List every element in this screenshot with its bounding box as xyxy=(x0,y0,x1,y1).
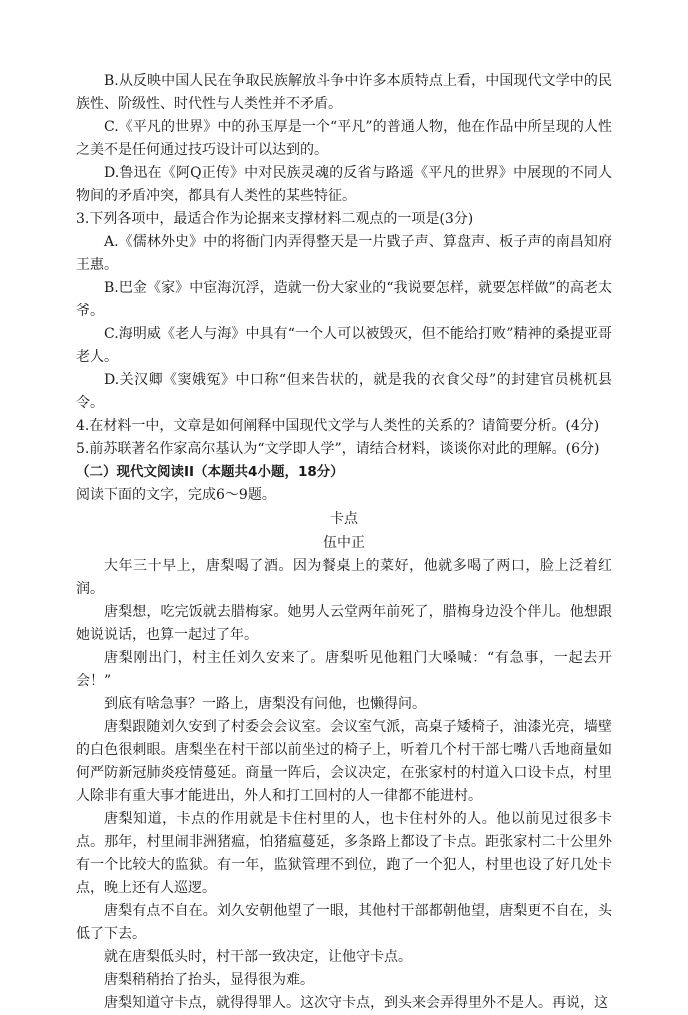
question-3: 3.下列各项中，最适合作为论据来支撑材料二观点的一项是(3分) xyxy=(76,211,474,227)
story-author: 伍中正 xyxy=(323,535,365,551)
question-3-option-a: A.《儒林外史》中的将衙门内弄得整天是一片戥子声、算盘声、板子声的南昌知府王惠。 xyxy=(76,234,612,273)
story-paragraph: 到底有啥急事？一路上，唐梨没有问他，也懒得问。 xyxy=(104,696,426,712)
story-paragraph: 唐梨刚出门，村主任刘久安来了。唐梨听见他粗门大嗓喊：“有急事，一起去开会！” xyxy=(76,650,612,689)
question-3-option-b: B.巴金《家》中宦海沉浮，造就一份大家业的“我说要怎样，就要怎样做”的高老太爷。 xyxy=(76,280,612,319)
story-paragraph: 唐梨知道守卡点，就得得罪人。这次守卡点，到头来会弄得里外不是人。再说，这 xyxy=(104,995,608,1011)
option-b: B.从反映中国人民在争取民族解放斗争中许多本质特点上看，中国现代文学中的民族性、阶级性、时代性与人类性并不矛盾。 xyxy=(76,73,612,112)
option-c: C.《平凡的世界》中的孙玉厚是一个“平凡”的普通人物，他在作品中所呈现的人性之美不是任何通过技巧设计可以达到的。 xyxy=(76,119,612,158)
question-4: 4.在材料一中，文章是如何阐释中国现代文学与人类性的关系的？请简要分析。(4分) xyxy=(76,418,600,434)
question-5: 5.前苏联著名作家高尔基认为“文学即人学”，请结合材料，谈谈你对此的理解。(6分) xyxy=(76,441,600,457)
story-paragraph: 唐梨有点不自在。刘久安朝他望了一眼，其他村干部都朝他望，唐梨更不自在，头低了下去。 xyxy=(76,903,612,942)
reading-instruction: 阅读下面的文字，完成6～9题。 xyxy=(76,487,276,503)
story-paragraph: 唐梨知道，卡点的作用就是卡住村里的人，也卡住村外的人。他以前见过很多卡点。那年，村里闹非洲猪瘟，怕猪瘟蔓延，多条路上都设了卡点。距张家村二十公里外有一个比较大的监狱。有一年，监狱管理不到位，跑了一个犯人，村里也设了好几处卡点，晚上还有人巡逻。 xyxy=(76,811,612,896)
story-title: 卡点 xyxy=(330,511,358,527)
story-paragraph: 唐梨跟随刘久安到了村委会会议室。会议室气派，高桌子矮椅子，油漆光亮，墙壁的白色很刺眼。唐梨坐在村干部以前坐过的椅子上，听着几个村干部七嘴八舌地商量如何严防新冠肺炎疫情蔓延。商量一阵后，会议决定，在张家村的村道入口设卡点，村里人除非有重大事才能进出，外人和打工回村的人一律都不能进村。 xyxy=(76,719,612,804)
section-heading: （二）现代文阅读II（本题共4小题，18分） xyxy=(76,464,344,480)
question-3-option-c: C.海明威《老人与海》中具有“一个人可以被毁灭，但不能给打败”精神的桑提亚哥老人。 xyxy=(76,326,612,365)
story-paragraph: 就在唐梨低头时，村干部一致决定，让他守卡点。 xyxy=(104,949,412,965)
option-d: D.鲁迅在《阿Q正传》中对民族灵魂的反省与路遥《平凡的世界》中展现的不同人物间的矛盾冲突，都具有人类性的某些特征。 xyxy=(76,165,612,204)
question-3-option-d: D.关汉卿《窦娥冤》中口称“但来告状的，就是我的衣食父母”的封建官员桃杌县令。 xyxy=(76,372,612,411)
story-paragraph: 唐梨稍稍抬了抬头，显得很为难。 xyxy=(104,972,314,988)
story-paragraph: 唐梨想，吃完饭就去腊梅家。她男人云堂两年前死了，腊梅身边没个伴儿。他想跟她说说话，也算一起过了年。 xyxy=(76,604,612,643)
story-paragraph: 大年三十早上，唐梨喝了酒。因为餐桌上的菜好，他就多喝了两口，脸上泛着红润。 xyxy=(76,558,612,597)
